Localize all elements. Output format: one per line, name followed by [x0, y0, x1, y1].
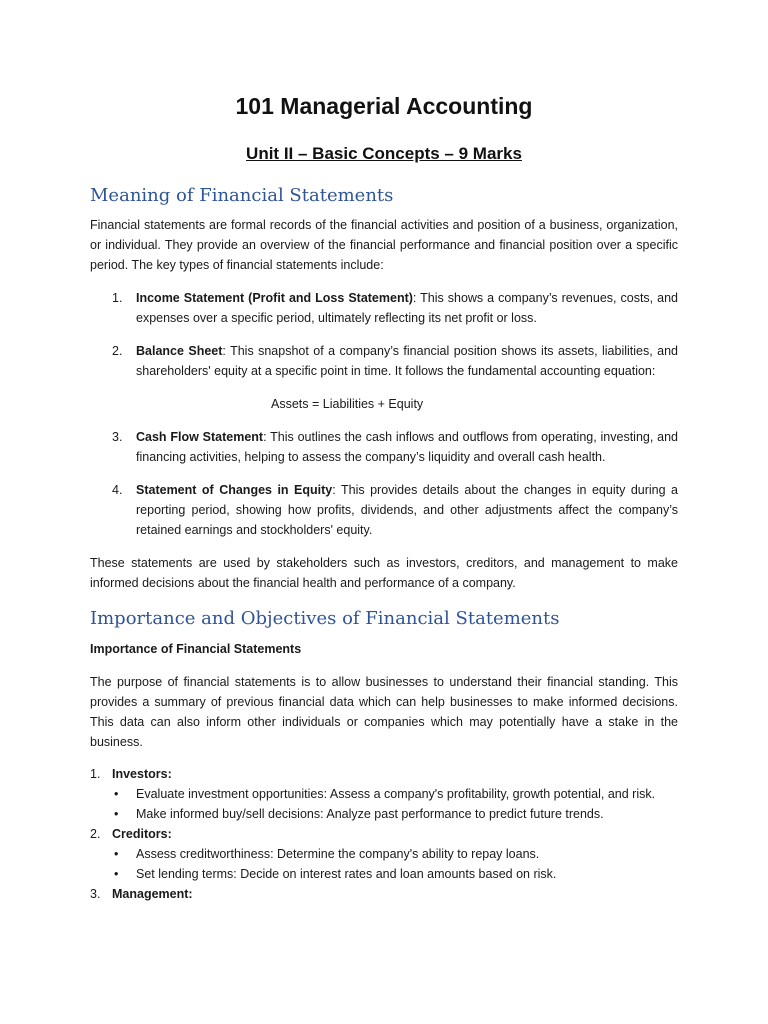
purpose-paragraph: The purpose of financial statements is to allow businesses to understand their financial standing. This provides a summary of previous financial data which can help businesses to make informed decisions. This data can also inform other individuals or companies which may potentially have a stake in the business.	[90, 675, 678, 749]
bullet-glyph: •	[114, 847, 119, 861]
list-number: 3.	[112, 430, 123, 444]
stakeholder-management	[90, 884, 678, 904]
bullet-glyph: •	[114, 867, 119, 881]
list-number: 2.	[112, 344, 123, 358]
bullet-item	[90, 784, 678, 804]
stakeholder-label: Management:	[112, 887, 193, 901]
stakeholder-creditors	[90, 824, 678, 844]
list-number: 4.	[112, 483, 123, 497]
list-item-balance-sheet	[90, 341, 678, 381]
stakeholder-label: Creditors:	[112, 827, 172, 841]
section-heading-meaning: Meaning of Financial Statements	[90, 185, 394, 206]
list-term: Balance Sheet	[136, 344, 223, 358]
bullet-text: Make informed buy/sell decisions: Analyze past performance to predict future trends.	[136, 807, 604, 821]
section-heading-importance: Importance and Objectives of Financial Statements	[90, 608, 560, 629]
list-item-income-statement	[90, 288, 678, 328]
bullet-text: Set lending terms: Decide on interest rates and loan amounts based on risk.	[136, 867, 557, 881]
bullet-item	[90, 844, 678, 864]
list-number: 1.	[90, 767, 101, 781]
bullet-item	[90, 864, 678, 884]
bullet-item	[90, 804, 678, 824]
bullet-text: Assess creditworthiness: Determine the company's ability to repay loans.	[136, 847, 540, 861]
subheading-importance: Importance of Financial Statements	[90, 642, 302, 656]
list-text: : This provides details about the changes in equity during a reporting period, showing how profits, dividends, and other adjustments affect the company’s retained earnings and stockholders' equity.	[136, 483, 678, 537]
list-text: : This shows a company’s revenues, costs, and expenses over a specific period, ultimately reflecting its net profit or loss.	[136, 291, 678, 325]
stakeholder-investors	[90, 764, 678, 784]
bullet-text: Evaluate investment opportunities: Assess a company's profitability, growth potential, and risk.	[136, 787, 656, 801]
accounting-equation: Assets = Liabilities + Equity	[271, 397, 424, 411]
closing-paragraph: These statements are used by stakeholders such as investors, creditors, and management to make informed decisions about the financial health and performance of a company.	[90, 556, 678, 590]
bullet-glyph: •	[114, 787, 119, 801]
document-title: 101 Managerial Accounting	[235, 93, 533, 119]
list-item-cash-flow	[90, 427, 678, 467]
list-term: Cash Flow Statement	[136, 430, 264, 444]
list-item-changes-in-equity	[90, 480, 678, 540]
list-text: : This snapshot of a company’s financial position shows its assets, liabilities, and shareholders' equity at a specific point in time. It follows the fundamental accounting equation:	[136, 344, 678, 378]
unit-subtitle: Unit II – Basic Concepts – 9 Marks	[246, 144, 522, 163]
list-text: : This outlines the cash inflows and outflows from operating, investing, and financing activities, helping to assess the company’s liquidity and overall cash health.	[136, 430, 678, 464]
list-number: 3.	[90, 887, 101, 901]
list-number: 1.	[112, 291, 123, 305]
intro-paragraph: Financial statements are formal records of the financial activities and position of a business, organization, or individual. They provide an overview of the financial performance and financial position over a specific period. The key types of financial statements include:	[90, 218, 678, 272]
bullet-glyph: •	[114, 807, 119, 821]
list-term: Income Statement (Profit and Loss Statement)	[136, 291, 413, 305]
stakeholder-label: Investors:	[112, 767, 172, 781]
list-number: 2.	[90, 827, 101, 841]
list-term: Statement of Changes in Equity	[136, 483, 333, 497]
